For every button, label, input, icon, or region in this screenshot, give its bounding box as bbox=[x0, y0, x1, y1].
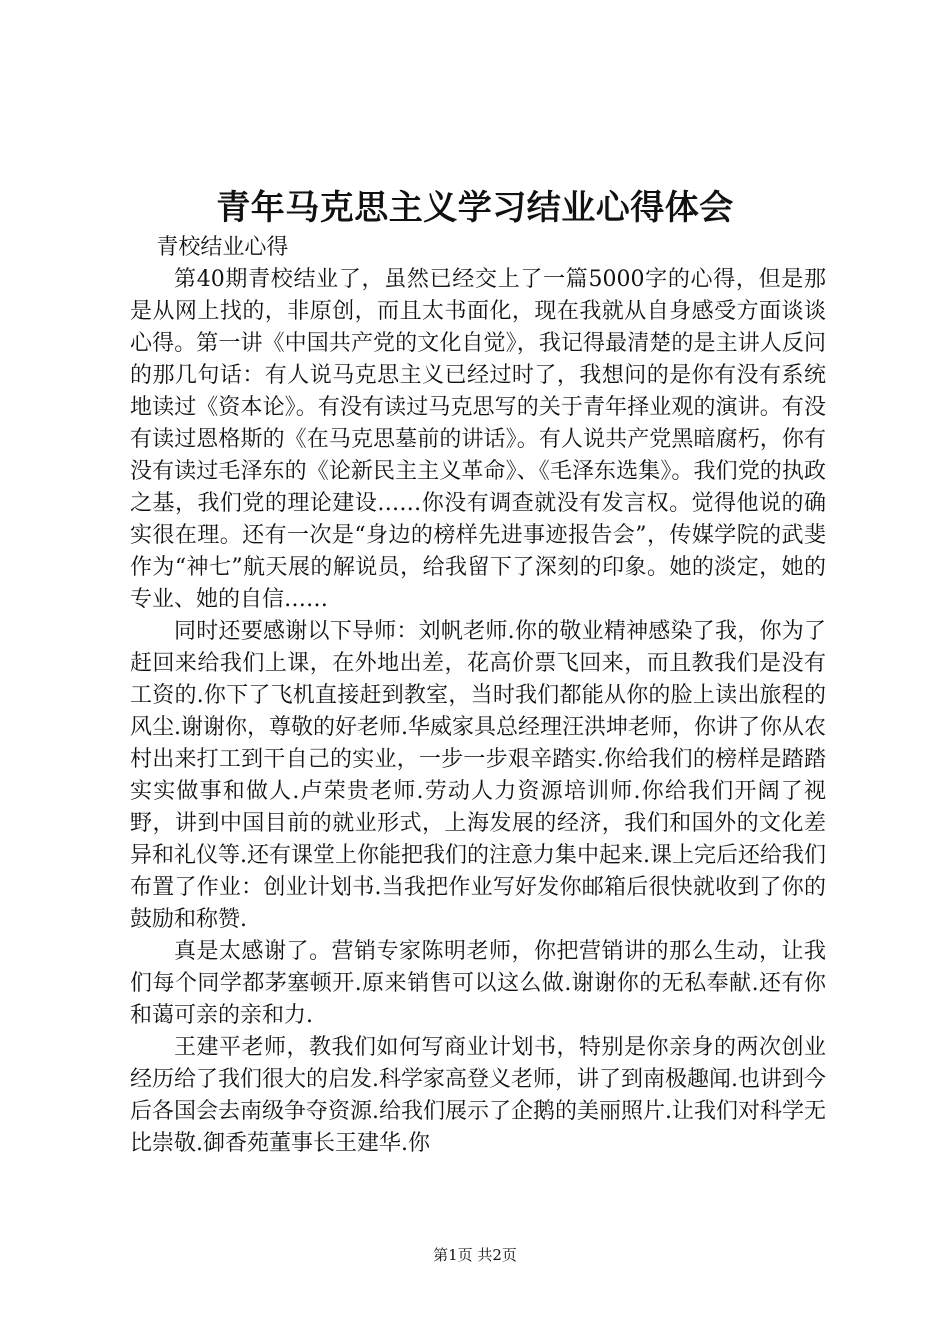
paragraph-1: 第40期青校结业了，虽然已经交上了一篇5000字的心得，但是那是从网上找的，非原创，而且太书面化，现在我就从自身感受方面谈谈心得。第一讲《中国共产党的文化自觉》，我记得最清楚的是主讲人反问的那几句话：有人说马克思主义已经过时了，我想问的是你有没有系统地读过《资本论》。有没有读过马克思写的关于青年择业观的演讲。有没有读过恩格斯的《在马克思墓前的讲话》。有人说共产党黑暗腐朽，你有没有读过毛泽东的《论新民主主义革命》、《毛泽东选集》。我们党的执政之基，我们党的理论建设……你没有调查就没有发言权。觉得他说的确实很在理。还有一次是“身边的榜样先进事迹报告会”，传媒学院的武斐作为“神七”航天展的解说员，给我留下了深刻的印象。她的淡定，她的专业、她的自信…… bbox=[130, 267, 826, 612]
document-title: 青年马克思主义学习结业心得体会 bbox=[216, 188, 734, 228]
page-footer: 第1页 共2页 bbox=[433, 1246, 517, 1264]
document-subtitle: 青校结业心得 bbox=[156, 235, 289, 260]
document-body bbox=[130, 232, 826, 1160]
paragraph-4: 王建平老师，教我们如何写商业计划书，特别是你亲身的两次创业经历给了我们很大的启发.科学家高登义老师，讲了到南极趣闻.也讲到今后各国会去南级争夺资源.给我们展示了企鹅的美丽照片.让我们对科学无比崇敬.御香苑董事长王建华.你 bbox=[130, 1035, 826, 1156]
paragraph-2: 同时还要感谢以下导师：刘帆老师.你的敬业精神感染了我，你为了赶回来给我们上课，在外地出差，花高价票飞回来，而且教我们是没有工资的.你下了飞机直接赶到教室，当时我们都能从你的脸上读出旅程的风尘.谢谢你，尊敬的好老师.华威家具总经理汪洪坤老师，你讲了你从农村出来打工到干自己的实业，一步一步艰辛踏实.你给我们的榜样是踏踏实实做事和做人.卢荣贵老师.劳动人力资源培训师.你给我们开阔了视野，讲到中国目前的就业形式，上海发展的经济，我们和国外的文化差异和礼仪等.还有课堂上你能把我们的注意力集中起来.课上完后还给我们布置了作业：创业计划书.当我把作业写好发你邮箱后很快就收到了你的鼓励和称赞. bbox=[130, 619, 826, 932]
paragraph-3: 真是太感谢了。营销专家陈明老师，你把营销讲的那么生动，让我们每个同学都茅塞顿开.原来销售可以这么做.谢谢你的无私奉献.还有你和蔼可亲的亲和力. bbox=[130, 939, 826, 1028]
